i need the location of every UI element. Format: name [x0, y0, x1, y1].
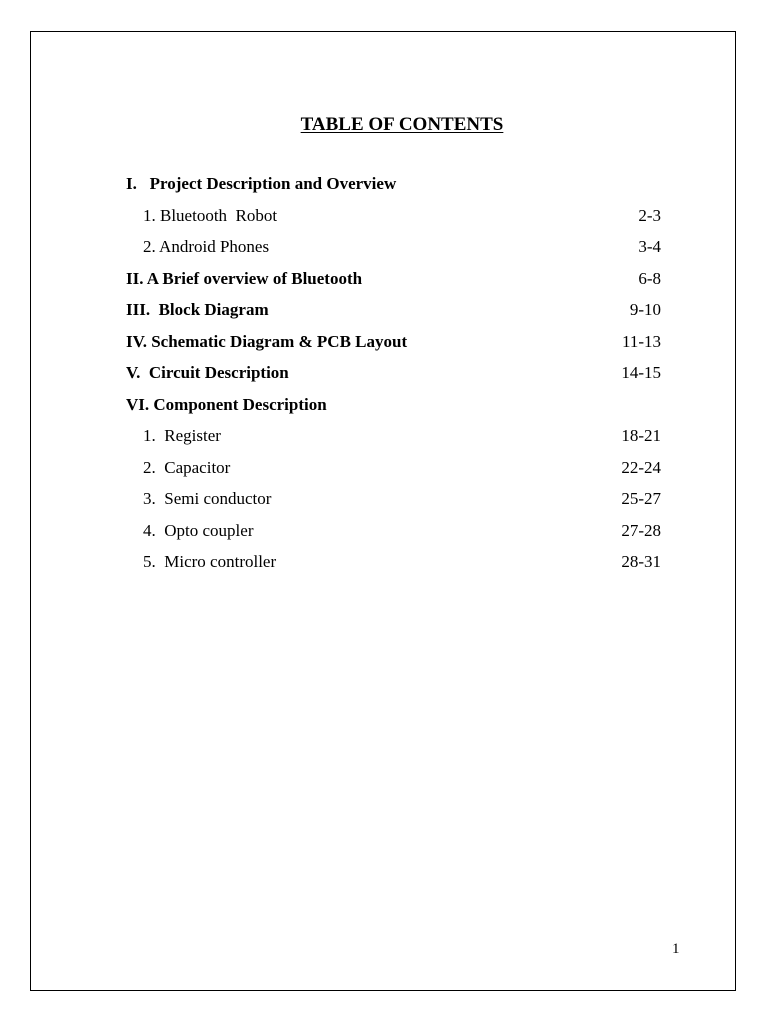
toc-entry	[126, 457, 661, 489]
toc-entry	[126, 551, 661, 583]
toc-entry-pages: 9-10	[629, 300, 661, 319]
toc-entry-label: 3. Semi conductor	[143, 489, 272, 508]
toc-entry	[126, 331, 661, 363]
toc-entry-label: 1. Register	[143, 426, 221, 445]
toc-entry	[126, 488, 661, 520]
toc-entry-label: V. Circuit Description	[126, 363, 289, 382]
toc-entry-pages: 14-15	[621, 363, 661, 382]
toc-entry	[126, 299, 661, 331]
toc-entry-label: VI. Component Description	[126, 394, 327, 414]
toc-entry	[126, 268, 661, 300]
toc-entry	[126, 425, 661, 457]
page-number: 1	[672, 941, 680, 957]
toc-entry-label: 2. Capacitor	[143, 457, 231, 477]
toc-entry-pages: 11-13	[621, 331, 661, 351]
toc-entry	[126, 173, 661, 205]
page-title: TABLE OF CONTENTS	[300, 114, 504, 135]
toc-entry-pages: 6-8	[638, 268, 661, 288]
toc-entry-label: III. Block Diagram	[126, 300, 269, 319]
toc-list	[126, 173, 661, 583]
toc-entry-pages: 27-28	[621, 520, 661, 540]
toc-entry-label: 4. Opto coupler	[143, 520, 254, 540]
toc-entry-pages: 2-3	[638, 205, 661, 225]
toc-entry-label: II. A Brief overview of Bluetooth	[126, 268, 363, 288]
toc-entry	[126, 236, 661, 268]
toc-entry	[126, 394, 661, 426]
toc-entry-label: I. Project Description and Overview	[126, 174, 397, 193]
toc-entry-pages: 22-24	[621, 457, 661, 477]
toc-entry	[126, 205, 661, 237]
toc-entry-label: 5. Micro controller	[143, 552, 277, 571]
toc-entry-pages: 28-31	[621, 552, 661, 571]
toc-entry-pages: 3-4	[638, 237, 661, 256]
toc-entry	[126, 520, 661, 552]
toc-entry-label: 1. Bluetooth Robot	[143, 205, 278, 225]
toc-entry-pages: 18-21	[621, 426, 661, 445]
toc-entry	[126, 362, 661, 394]
toc-entry-label: 2. Android Phones	[143, 237, 270, 256]
toc-entry-label: IV. Schematic Diagram & PCB Layout	[126, 331, 408, 351]
toc-entry-pages: 25-27	[621, 489, 661, 508]
